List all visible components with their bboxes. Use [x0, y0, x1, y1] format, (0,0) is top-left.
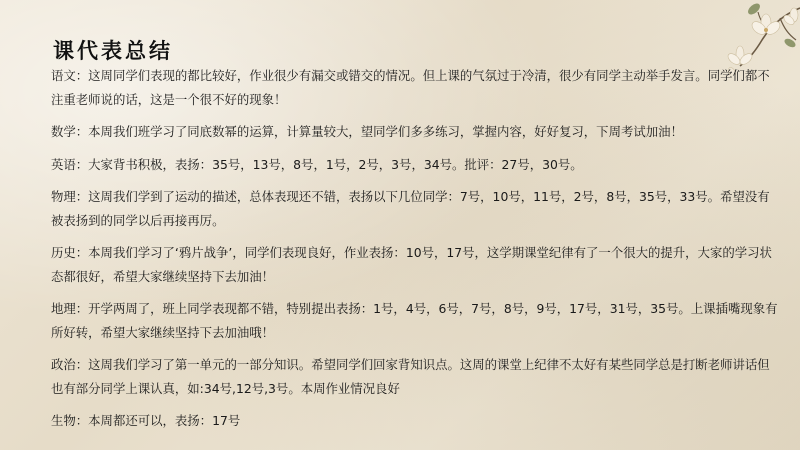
geography-summary: 地理：开学两周了，班上同学表现都不错，特别提出表扬：1号，4号，6号，7号，8号，9号，17号，31号，35号。上课插嘴现象有所好转，希望大家继续坚持下去加油哦！ [51, 301, 778, 340]
page-title: 课代表总结 [53, 39, 173, 63]
biology-summary: 生物：本周都还可以，表扬：17号 [51, 413, 241, 428]
history-summary: 历史：本周我们学习了‘鸦片战争’，同学们表现良好，作业表扬：10号，17号，这学期课堂纪律有了一个很大的提升，大家的学习状态都很好，希望大家继续坚持下去加油！ [51, 245, 772, 284]
physics-summary: 物理：这周我们学到了运动的描述，总体表现还不错，表扬以下几位同学：7号，10号，11号，2号，8号，35号，33号。希望没有被表扬到的同学以后再接再厉。 [51, 189, 770, 228]
math-summary: 数学：本周我们班学习了同底数幂的运算，计算量较大，望同学们多多练习，掌握内容，好好复习，下周考试加油！ [51, 124, 683, 139]
summary-content [51, 64, 781, 442]
politics-summary: 政治：这周我们学习了第一单元的一部分知识。希望同学们回家背知识点。这周的课堂上纪律不太好有某些同学总是打断老师讲话但也有部分同学上课认真，如:34号,12号,3号。本周作业情况良好 [51, 357, 770, 396]
chinese-summary: 语文：这周同学们表现的都比较好，作业很少有漏交或错交的情况。但上课的气氛过于冷清，很少有同学主动举手发言。同学们都不注重老师说的话，这是一个很不好的现象！ [51, 68, 770, 107]
english-summary: 英语：大家背书积极，表扬：35号，13号，8号，1号，2号，3号，34号。批评：27号，30号。 [51, 156, 583, 172]
